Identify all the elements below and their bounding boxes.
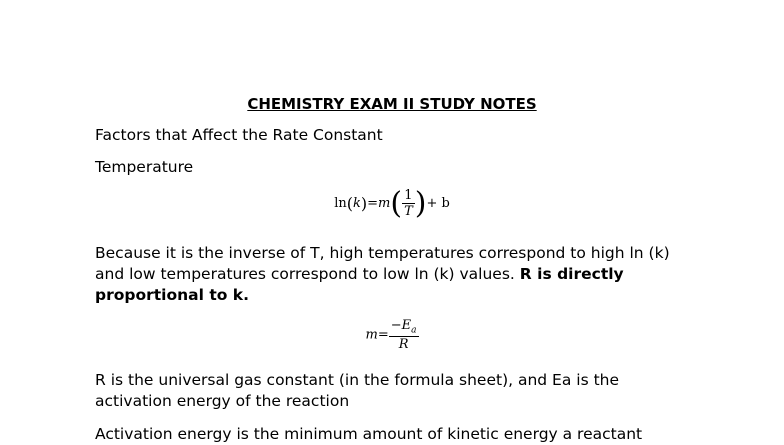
document-title: CHEMISTRY EXAM II STUDY NOTES bbox=[247, 95, 537, 113]
paragraph-inverse-temperature bbox=[95, 243, 695, 306]
subsection-heading: Temperature bbox=[95, 158, 194, 176]
section-heading: Factors that Affect the Rate Constant bbox=[95, 126, 383, 144]
paragraph-1-bold: R is directly proportional to k. bbox=[95, 265, 624, 304]
eq1-numerator: 1 bbox=[402, 188, 415, 204]
eq2-denominator: R bbox=[398, 336, 409, 352]
eq1-fn: ln bbox=[334, 196, 347, 211]
eq1-var: k bbox=[352, 196, 361, 211]
paragraph-activation-energy: Activation energy is the minimum amount of kinetic energy a reactant bbox=[95, 425, 643, 443]
eq1-tail: + b bbox=[426, 196, 450, 211]
eq1-denominator: T bbox=[404, 204, 413, 219]
equation-slope bbox=[0, 318, 784, 352]
paragraph-1-text: Because it is the inverse of T, high temperatures correspond to high ln (k) and low temperatures correspond to low ln (k) values. bbox=[95, 244, 670, 283]
eq2-lhs: m bbox=[365, 327, 378, 343]
eq1-equals: = bbox=[367, 196, 379, 211]
eq1-fraction bbox=[402, 188, 415, 219]
eq2-equals: = bbox=[377, 327, 389, 343]
paragraph-gas-constant: R is the universal gas constant (in the formula sheet), and Ea is the activation energy of the reaction bbox=[95, 371, 620, 410]
eq2-fraction bbox=[389, 318, 419, 352]
eq1-m: m bbox=[378, 196, 391, 211]
equation-ln-k: ln(k)=m( $\frac{1}{T}$ )+ b bbox=[334, 186, 450, 221]
eq2-numerator: $-E_a$ bbox=[390, 318, 417, 336]
